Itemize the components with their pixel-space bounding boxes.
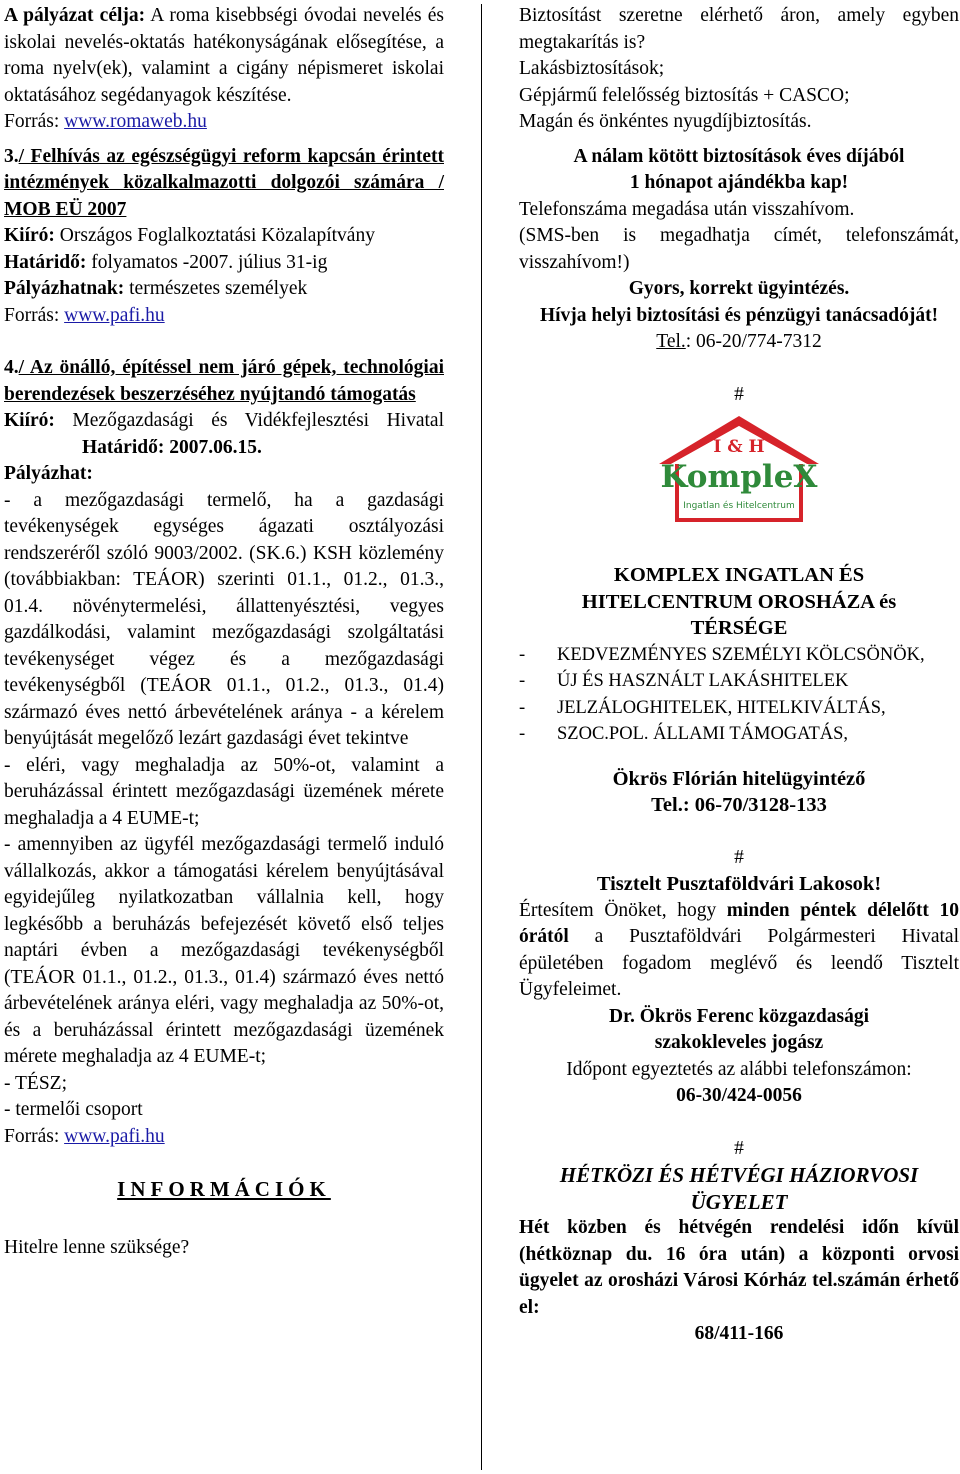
insurance-fast: Gyors, korrekt ügyintézés. — [628, 278, 850, 299]
informaciok-heading: INFORMÁCIÓK — [117, 1177, 331, 1201]
grant-3-issuer: Kiíró: Országos Foglalkoztatási Közalapítvány — [4, 225, 375, 246]
pafi-link[interactable]: www.pafi.hu — [64, 304, 165, 326]
komplex-title-1: KOMPLEX INGATLAN ÉS — [613, 564, 865, 586]
separator-hash: # — [734, 1137, 744, 1159]
separator-hash: # — [734, 846, 744, 868]
grant-4-body-1: - a mezőgazdasági termelő, ha a gazdasági tevékenységek egységes ágazati osztályozási rendszeréről szóló 9003/2002. (SK.6.) KSH közlemény (továbbiakban: TEÁOR) szerinti 01.1., 01.2., 01.3., 01.4. növénytermelési, állattenyésztési, vegyes gazdálkodási, valamint mezőgazdasági szolgáltatási tevékenységet végez és a mezőgazdasági tevékenységből (TEÁOR 01.1., 01.2., 01.3., 01.4) származó éves nettó árbevételének aránya - a kérelem benyújtását megelőző lezárt gazdasági évet tekintve — [4, 489, 444, 749]
logo-subtitle-text: Ingatlan és Hitelcentrum — [683, 501, 795, 511]
purpose-label: A pályázat célja: — [4, 5, 146, 26]
logo-top-text: I & H — [713, 437, 765, 457]
grant-purpose-paragraph — [4, 3, 444, 109]
column-divider — [481, 4, 482, 1470]
komplex-services-list — [519, 642, 959, 748]
logo-name-text: KompleX — [660, 459, 818, 495]
appointment-line: Időpont egyeztetés az alábbi telefonszámon: — [566, 1058, 912, 1080]
grant-4-body-4: - TÉSZ; — [4, 1072, 68, 1094]
insurance-question: Biztosítást szeretne elérhető áron, amely egyben megtakarítás is? — [519, 5, 959, 53]
pafi-link-2[interactable]: www.pafi.hu — [64, 1125, 165, 1147]
komplex-title-2: HITELCENTRUM OROSHÁZA és — [581, 590, 897, 613]
grant-3-deadline: Határidő: folyamatos -2007. július 31-ig — [4, 251, 328, 273]
tisztelt-lakosok-text: Értesítem Önöket, hogy minden péntek délelőtt 10 órától a Pusztaföldvári Polgármesteri Hivatal épületében fogadom meglévő és leendő Tisztelt Ügyfeleimet. — [519, 899, 959, 1000]
dr-okros-name-2: szakokleveles jogász — [654, 1032, 824, 1053]
purpose-text: A roma kisebbségi óvodai nevelés és iskolai nevelés-oktatás hatékonyságának elősegítése, a roma nyelv(ek), valamint a cigány népismeret iskolai oktatásához segédanyagok készítése. — [4, 5, 444, 106]
insurance-callback: Telefonszáma megadása után visszahívom. — [519, 198, 855, 220]
insurance-line-3: Magán és önkéntes nyugdíjbiztosítás. — [519, 111, 812, 132]
ugyelet-title: HÉTKÖZI ÉS HÉTVÉGI HÁZIORVOSI ÜGYELET — [559, 1163, 919, 1214]
okros-florian-phone: Tel.: 06-70/3128-133 — [651, 794, 827, 816]
dr-okros-phone: 06-30/424-0056 — [676, 1085, 802, 1106]
okros-florian-name: Ökrös Flórián hitelügyintéző — [612, 767, 866, 790]
romaweb-link[interactable]: www.romaweb.hu — [64, 111, 207, 132]
tisztelt-lakosok-title: Tisztelt Pusztaföldvári Lakosok! — [596, 873, 882, 895]
insurance-phone: Tel.: 06-20/774-7312 — [656, 331, 822, 352]
source-line: Forrás: www.romaweb.hu — [4, 111, 207, 132]
grant-3-eligible: Pályázhatnak: természetes személyek — [4, 278, 308, 299]
list-item: - KEDVEZMÉNYES SZEMÉLYI KÖLCSÖNÖK, — [519, 642, 959, 669]
grant-4-body-5: - termelői csoport — [4, 1099, 143, 1120]
hitel-question: Hitelre lenne szüksége? — [4, 1236, 190, 1258]
left-column — [4, 3, 444, 1261]
insurance-offer-1: A nálam kötött biztosítások éves díjából — [573, 145, 905, 167]
source-line: Forrás: www.pafi.hu — [4, 304, 165, 326]
list-item: - SZOC.POL. ÁLLAMI TÁMOGATÁS, — [519, 721, 959, 748]
list-item: - JELZÁLOGHITELEK, HITELKIVÁLTÁS, — [519, 695, 959, 722]
separator-hash: # — [734, 383, 744, 405]
komplex-logo — [653, 412, 825, 528]
grant-4-issuer: Kiíró: Mezőgazdasági és Vidékfejlesztési Hivatal Határidő: 2007.06.15. — [4, 410, 444, 458]
insurance-call: Hívja helyi biztosítási és pénzügyi tanácsadóját! — [539, 304, 939, 326]
grant-4-body-2: - eléri, vagy meghaladja az 50%-ot, valamint a beruházással érintett mezőgazdasági üzemének mérete meghaladja a 4 EUME-t; — [4, 754, 444, 829]
insurance-line-1: Lakásbiztosítások; — [519, 58, 665, 79]
insurance-offer-2: 1 hónapot ajándékba kap! — [629, 172, 849, 193]
dr-okros-name-1: Dr. Ökrös Ferenc közgazdasági — [609, 1005, 869, 1027]
list-item: - ÚJ ÉS HASZNÁLT LAKÁSHITELEK — [519, 668, 959, 695]
grant-4-title: 4./ Az önálló, építéssel nem járó gépek, technológiai berendezések beszerzéséhez nyújtandó támogatás — [4, 357, 444, 405]
source-line: Forrás: www.pafi.hu — [4, 1125, 165, 1147]
insurance-sms: (SMS-ben is megadhatja címét, telefonszámát, visszahívom!) — [519, 225, 959, 273]
komplex-title-3: TÉRSÉGE — [690, 617, 788, 639]
grant-3-title: 3./ Felhívás az egészségügyi reform kapcsán érintett intézmények közalkalmazotti dolgozói számára / MOB EÜ 2007 — [4, 145, 444, 220]
ugyelet-phone: 68/411-166 — [694, 1323, 784, 1344]
right-column — [519, 3, 959, 1348]
grant-4-body-3: - amennyiben az ügyfél mezőgazdasági termelő induló vállalkozás, akkor a támogatási kérelem benyújtásával egyidejűleg nyilatkozatban vállalnia kell, hogy legkésőbb a beruházás befejezését követő első teljes naptári évben a mezőgazdasági tevékenységből (TEÁOR 01.1., 01.2., 01.3., 01.4) származó éves nettó árbevételének aránya eléri, vagy meghaladja az 50%-ot, és a beruházással érintett mezőgazdasági üzemének mérete meghaladja az 4 EUME-t; — [4, 834, 444, 1067]
ugyelet-text: Hét közben és hétvégén rendelési időn kívül (hétköznap du. 16 óra után) a központi orvosi ügyelet az orosházi Városi Kórház tel.számán érhető el: — [519, 1217, 959, 1318]
insurance-line-2: Gépjármű felelősség biztosítás + CASCO; — [519, 84, 850, 106]
grant-4-eligible-label: Pályázhat: — [4, 463, 93, 484]
